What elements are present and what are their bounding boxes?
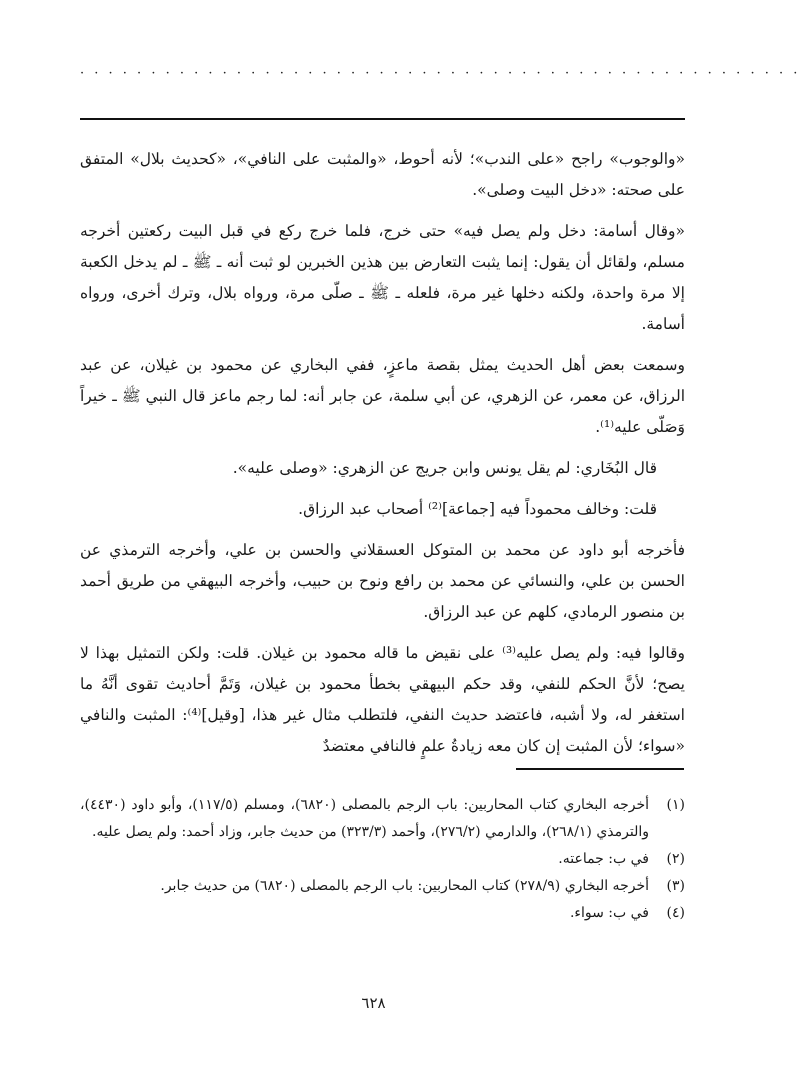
footnote-number: (٤)	[666, 905, 685, 921]
footnote	[80, 900, 685, 927]
page-number: ٦٢٨	[361, 994, 386, 1012]
footnote-number: (٢)	[666, 851, 685, 867]
paragraph: «والوجوب» راجح «على الندب»؛ لأنه أحوط، «والمثبت على النافي»، «كحديث بلال» المتفق على صحته: «دخل البيت وصلى».	[80, 150, 685, 199]
footnote	[80, 846, 685, 873]
footnote-text: أخرجه البخاري كتاب المحاربين: باب الرجم بالمصلى (٦٨٢٠)، ومسلم (١١٧/٥)، وأبو داود (٤٤٣٠)، والترمذي (٢٦٨/١)، والدارمي (٢٧٦/٢)، وأحمد (٣٢٣/٣) من حديث جابر، وزاد أحمد: ولم يصل عليه.	[80, 797, 650, 840]
paragraph: فأخرجه أبو داود عن محمد بن المتوكل العسقلاني والحسن بن علي، وأخرجه الترمذي عن الحسن بن علي، والنسائي عن محمد بن رافع ونوح بن حبيب، وأخرجه البيهقي من طريق أحمد بن منصور الرمادي، كلهم عن عبد الرزاق.	[80, 541, 685, 621]
footnote-text: في ب: جماعته.	[558, 851, 649, 867]
header-dotted-line: · · · · · · · · · · · · · · · · · · · · · · · · · · · · · · · · · · · · · · · · · · · · · · · · · · ·	[80, 66, 800, 81]
paragraph: وسمعت بعض أهل الحديث يمثل بقصة ماعزٍ، ففي البخاري عن محمود بن غيلان، عن عبد الرزاق، عن معمر، عن الزهري، عن أبي سلمة، عن جابر أنه: لما رجم ماعز قال النبي ﷺ ـ خيراً وَصَلّى عليه⁽¹⁾.	[80, 356, 685, 436]
footnote-rule	[516, 768, 684, 770]
main-text	[80, 144, 685, 772]
footnote-text: أخرجه البخاري (٢٧٨/٩) كتاب المحاربين: باب الرجم بالمصلى (٦٨٢٠) من حديث جابر.	[160, 878, 649, 894]
paragraph: قال البُخَاري: لم يقل يونس وابن جريج عن الزهري: «وصلى عليه».	[232, 459, 657, 477]
paragraph: وقالوا فيه: ولم يصل عليه⁽³⁾ على نقيض ما قاله محمود بن غيلان. قلت: ولكن التمثيل بهذا لا يصح؛ لأنَّ الحكم للنفي، وقد حكم البيهقي بخطأ محمود بن غيلان، وَتَمَّ أحاديث تقوى أنَّهُ ما استغفر له، ولا أشبه، فاعتضد حديث النفي، فلتطلب مثال غير هذا، [وقيل]⁽⁴⁾: المثبت والنافي «سواء؛ لأن المثبت إن كان معه زيادةُ علمٍ فالنافي معتضدٌ	[80, 644, 685, 755]
paragraph: قلت: وخالف محموداً فيه [جماعة]⁽²⁾ أصحاب عبد الرزاق.	[298, 500, 657, 518]
footnotes	[80, 792, 685, 927]
footnote-number: (٣)	[666, 878, 685, 894]
footnote	[80, 792, 685, 846]
header-rule	[80, 118, 685, 120]
footnote-number: (١)	[666, 797, 685, 813]
footnote-text: في ب: سواء.	[569, 905, 649, 921]
paragraph: «وقال أسامة: دخل ولم يصل فيه» حتى خرج، فلما خرج ركع في قبل البيت ركعتين أخرجه مسلم، ولقائل أن يقول: إنما يثبت التعارض بين هذين الخبرين لو ثبت أنه ـ ﷺ ـ لم يدخل الكعبة إلا مرة واحدة، ولكنه دخلها غير مرة، فلعله ـ ﷺ ـ صلّى مرة، ورواه بلال، وترك أخرى، ورواه أسامة.	[80, 222, 685, 333]
footnote	[80, 873, 685, 900]
